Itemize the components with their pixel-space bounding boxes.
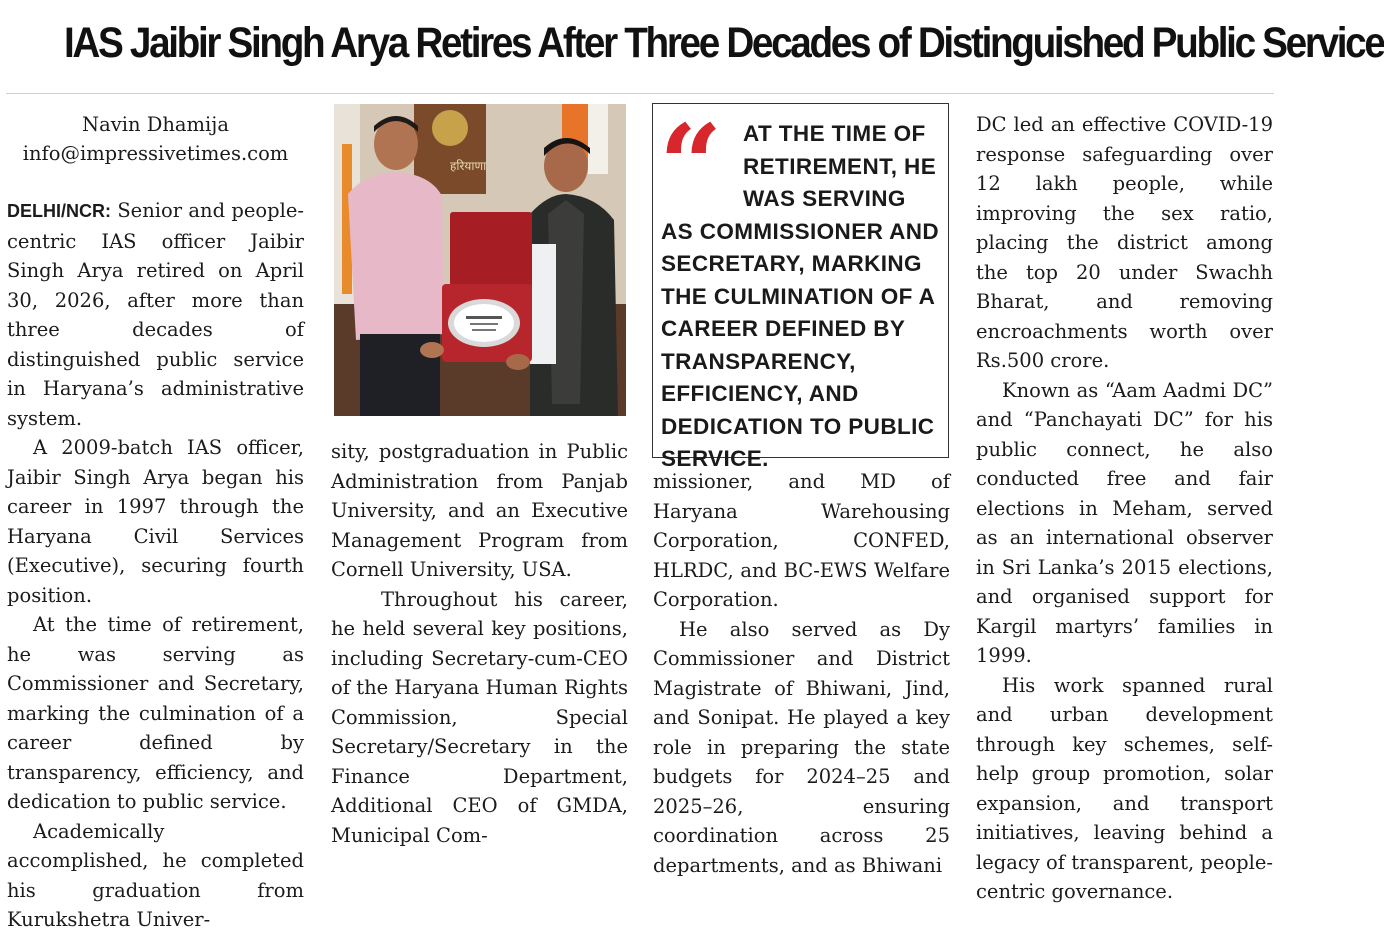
pull-quote-box — [652, 100, 949, 471]
article-paragraph: His work spanned rural and urban development through key schemes, self-help group promotion, solar expansion, and transport initiatives, leaving behind a legacy of transparent, people-centric governance. — [976, 673, 1273, 903]
headline: IAS Jaibir Singh Arya Retires After Three Decades of Distinguished Public Service — [64, 19, 1384, 67]
quote-mark-icon: “ — [659, 100, 723, 229]
article-paragraph: Academically accomplished, he completed his graduation from Kurukshetra Univer- — [7, 819, 304, 931]
byline-email: info@impressivetimes.com — [22, 142, 289, 165]
article-paragraph — [7, 196, 304, 433]
column-3 — [653, 467, 950, 880]
article-paragraph: Throughout his career, he held several key positions, including Secretary-cum-CEO of the Haryana Human Rights Commission, Special Secretary/Secretary in the Finance Department, Additional CEO of GMDA, Municipal Com- — [331, 587, 628, 847]
column-4 — [976, 110, 1273, 907]
photo-illustration — [334, 104, 626, 416]
pull-quote-content: AT THE TIME OF RETIREMENT, HE WAS SERVING AS COMMISSIONER AND SECRETARY, MARKING THE CULMINATION OF A CAREER DEFINED BY TRANSPARENCY, EFFICIENCY, AND DEDICATION TO PUBLIC SERVICE. — [661, 121, 940, 471]
article-paragraph: DC led an effective COVID-19 response safeguarding over 12 lakh people, while improving the sex ratio, placing the district among the top 20 under Swachh Bharat, and removing encroachments worth over Rs.500 crore. — [976, 113, 1273, 372]
article-photo — [334, 104, 626, 416]
byline-author: Navin Dhamija — [82, 113, 229, 136]
dateline: DELHI/NCR: — [7, 201, 111, 221]
article-paragraph: missioner, and MD of Haryana Warehousing Corporation, CONFED, HLRDC, and BC-EWS Welfare Corporation. — [653, 470, 950, 611]
column-1 — [7, 110, 304, 935]
article-paragraph: He also served as Dy Commissioner and District Magistrate of Bhiwani, Jind, and Sonipat. He played a key role in preparing the state budgets for 2024–25 and 2025–26, ensuring coordination across 25 departments, and as Bhiwani — [653, 617, 950, 877]
photo-sign-text: हरियाणा — [450, 159, 487, 173]
byline — [7, 110, 304, 168]
header-divider — [6, 93, 1274, 94]
article-paragraph: Known as “Aam Aadmi DC” and “Panchayati DC” for his public connect, he also conducted free and fair elections in Meham, served as an international observer in Sri Lanka’s 2015 elections, and organised support for Kargil martyrs’ families in 1999. — [976, 378, 1273, 667]
article-paragraph: sity, postgraduation in Public Administration from Panjab University, and an Executive Management Program from Cornell University, USA. — [331, 440, 628, 581]
paragraph-text: Senior and people-centric IAS officer Jaibir Singh Arya retired on April 30, 2026, after more than three decades of distinguished public service in Haryana’s administrative system. — [7, 199, 304, 430]
article-paragraph: At the time of retirement, he was serving as Commissioner and Secretary, marking the culmination of a career defined by transparency, efficiency, and dedication to public service. — [7, 613, 304, 813]
article-paragraph: A 2009-batch IAS officer, Jaibir Singh Arya began his career in 1997 through the Haryana Civil Services (Executive), securing fourth position. — [7, 436, 304, 607]
column-2 — [331, 437, 628, 850]
